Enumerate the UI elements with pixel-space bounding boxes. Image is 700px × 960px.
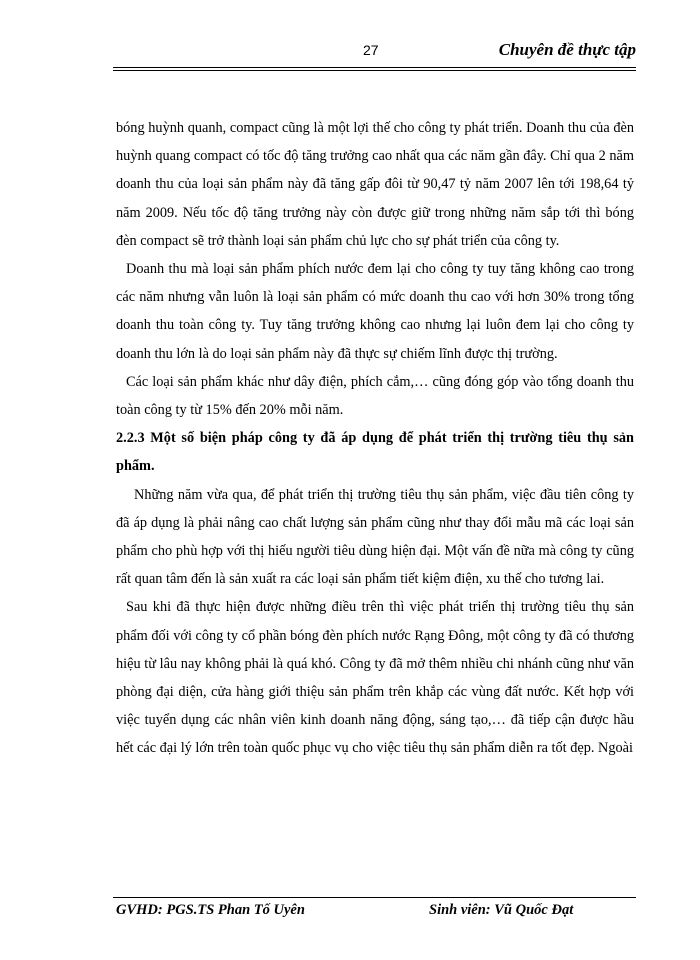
page-body	[116, 114, 634, 763]
student-label: Sinh viên: Vũ Quốc Đạt	[429, 902, 574, 918]
body-paragraph: bóng huỳnh quanh, compact cũng là một lợi thế cho công ty phát triển. Doanh thu của đèn huỳnh quang compact có tốc độ tăng trưởng cao nhất qua các năm gần đây. Chỉ qua 2 năm doanh thu của loại sản phẩm này đã tăng gấp đôi từ 90,47 tỷ năm 2007 lên tới 198,64 tỷ năm 2009. Nếu tốc độ tăng trưởng này còn được giữ trong những năm sắp tới thì bóng đèn compact sẽ trở thành loại sản phẩm chủ lực cho sự phát triển của công ty.	[116, 120, 634, 249]
body-paragraph: Các loại sản phẩm khác như dây điện, phích cắm,… cũng đóng góp vào tổng doanh thu toàn công ty từ 15% đến 20% mỗi năm.	[116, 373, 634, 419]
footer-divider	[113, 897, 636, 898]
header-divider	[113, 67, 636, 68]
body-paragraph: Sau khi đã thực hiện được những điều trên thì việc phát triển thị trường tiêu thụ sản phẩm đối với công ty cổ phần bóng đèn phích nước Rạng Đông, một công ty đã có thương hiệu từ lâu nay không phải là quá khó. Công ty đã mở thêm nhiều chi nhánh cũng như văn phòng đại diện, cửa hàng giới thiệu sản phẩm trên khắp các vùng đất nước. Kết hợp với việc tuyển dụng các nhân viên kinh doanh năng động, sáng tạo,… đã tiếp cận được hầu hết các đại lý lớn trên toàn quốc phục vụ cho việc tiêu thụ sản phẩm diễn ra tốt đẹp. Ngoài	[116, 599, 634, 757]
body-paragraph: Những năm vừa qua, để phát triển thị trường tiêu thụ sản phẩm, việc đầu tiên công ty đã áp dụng là phải nâng cao chất lượng sản phẩm cũng như thay đổi mẫu mã các loại sản phẩm cho phù hợp với thị hiếu người tiêu dùng hiện đại. Một vấn đề nữa mà công ty cũng rất quan tâm đến là sản xuất ra các loại sản phẩm tiết kiệm điện, xu thế cho tương lai.	[116, 486, 634, 588]
header-divider-thin	[113, 70, 636, 71]
page-number: 27	[363, 42, 379, 58]
document-title: Chuyên đề thực tập	[498, 40, 636, 59]
page-header	[113, 38, 636, 66]
body-paragraph: Doanh thu mà loại sản phẩm phích nước đem lại cho công ty tuy tăng không cao trong các năm nhưng vẫn luôn là loại sản phẩm có mức doanh thu cao với hơn 30% trong tổng doanh thu toàn công ty. Tuy tăng trưởng không cao nhưng lại luôn đem lại cho công ty doanh thu lớn là do loại sản phẩm này đã thực sự chiếm lĩnh được thị trường.	[116, 261, 634, 362]
section-heading: 2.2.3 Một số biện pháp công ty đã áp dụng để phát triển thị trường tiêu thụ sản phẩm.	[116, 430, 634, 475]
advisor-label: GVHD: PGS.TS Phan Tố Uyên	[116, 902, 305, 918]
